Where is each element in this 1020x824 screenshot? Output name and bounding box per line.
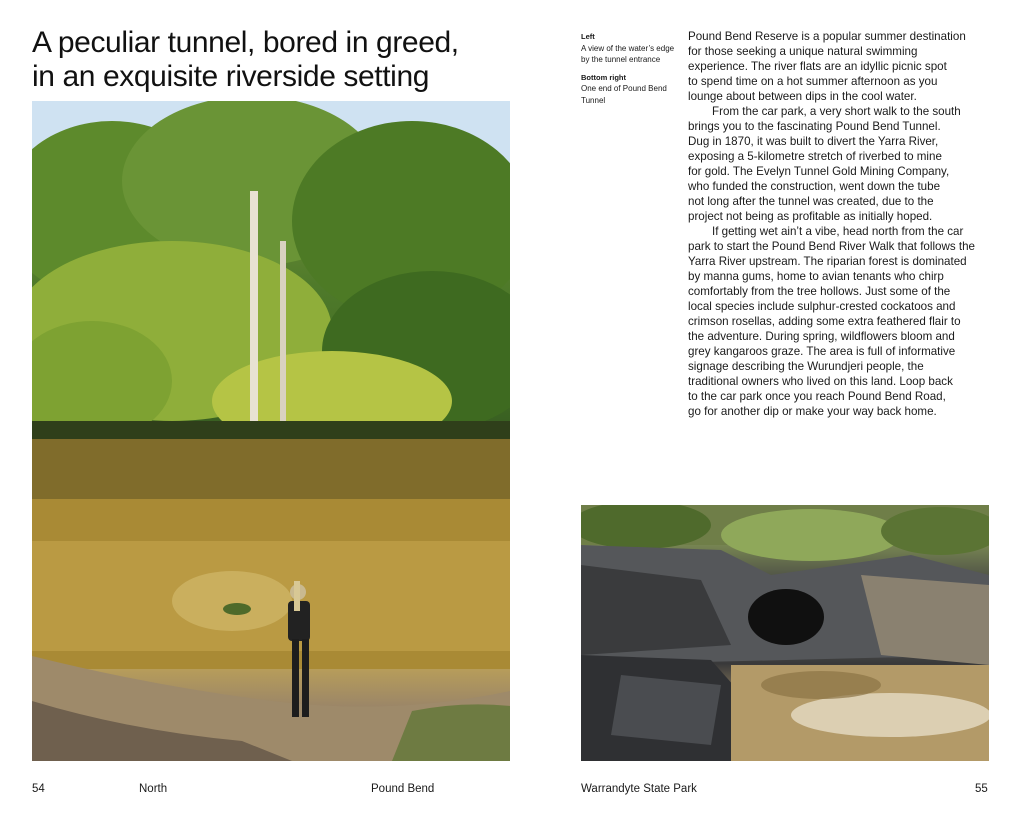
body-line: If getting wet ain’t a vibe, head north from the car (712, 225, 964, 238)
body-line: go for another dip or make your way back home. (688, 405, 937, 418)
body-line: crimson rosellas, adding some extra feathered flair to (688, 315, 961, 328)
footer-place-left: Pound Bend (371, 783, 435, 795)
tunnel-entrance-photo-illustration (581, 505, 989, 761)
body-line: comfortably from the tree hollows. Just some of the (688, 285, 951, 298)
body-line: lounge about between dips in the cool water. (688, 90, 917, 103)
body-line: who funded the construction, went down the tube (688, 180, 941, 193)
caption-bottom-right (581, 72, 681, 107)
body-line: grey kangaroos graze. The area is full of informative (688, 345, 956, 358)
title-line-1: A peculiar tunnel, bored in greed, (32, 26, 459, 59)
body-line: the adventure. During spring, wildflowers bloom and (688, 330, 955, 343)
caption-left (581, 31, 681, 66)
footer-page-number-right: 55 (975, 783, 988, 795)
river-edge-photo-illustration (32, 101, 510, 761)
body-line: by manna gums, home to avian tenants who chirp (688, 270, 944, 283)
body-line: to the car park once you reach Pound Bend Road, (688, 390, 946, 403)
body-line: brings you to the fascinating Pound Bend Tunnel. (688, 120, 941, 133)
article-body (688, 29, 988, 419)
caption-bottom-right-text: One end of Pound Bend Tunnel (581, 84, 667, 105)
footer-place-right: Warrandyte State Park (581, 783, 697, 795)
body-line: traditional owners who lived on this land. Loop back (688, 375, 953, 388)
body-line: signage describing the Wurundjeri people, the (688, 360, 924, 373)
body-line: project not being as profitable as initially hoped. (688, 210, 933, 223)
body-line: From the car park, a very short walk to the south (712, 105, 961, 118)
body-line: Yarra River upstream. The riparian forest is dominated (688, 255, 967, 268)
body-line: experience. The river flats are an idyllic picnic spot (688, 60, 947, 73)
body-line: Pound Bend Reserve is a popular summer destination (688, 30, 966, 43)
page-title (32, 26, 502, 94)
footer-section: North (139, 783, 168, 795)
body-line: Dug in 1870, it was built to divert the Yarra River, (688, 135, 939, 148)
body-line: for gold. The Evelyn Tunnel Gold Mining Company, (688, 165, 950, 178)
body-line: not long after the tunnel was created, due to the (688, 195, 934, 208)
caption-left-text: A view of the water’s edge by the tunnel entrance (581, 43, 675, 64)
body-line: park to start the Pound Bend River Walk that follows the (688, 240, 975, 253)
tunnel-entrance-photo (581, 505, 989, 761)
caption-left-heading: Left (581, 32, 595, 41)
photo-captions (581, 31, 681, 112)
river-edge-photo (32, 101, 510, 761)
body-line: to spend time on a hot summer afternoon as you (688, 75, 938, 88)
body-line: exposing a 5-kilometre stretch of riverbed to mine (688, 150, 942, 163)
caption-bottom-right-heading: Bottom right (581, 72, 626, 82)
footer-page-number-left: 54 (32, 783, 45, 795)
title-line-2: in an exquisite riverside setting (32, 60, 430, 93)
body-line: for those seeking a unique natural swimming (688, 45, 918, 58)
body-line: local species include sulphur-crested cockatoos and (688, 300, 956, 313)
